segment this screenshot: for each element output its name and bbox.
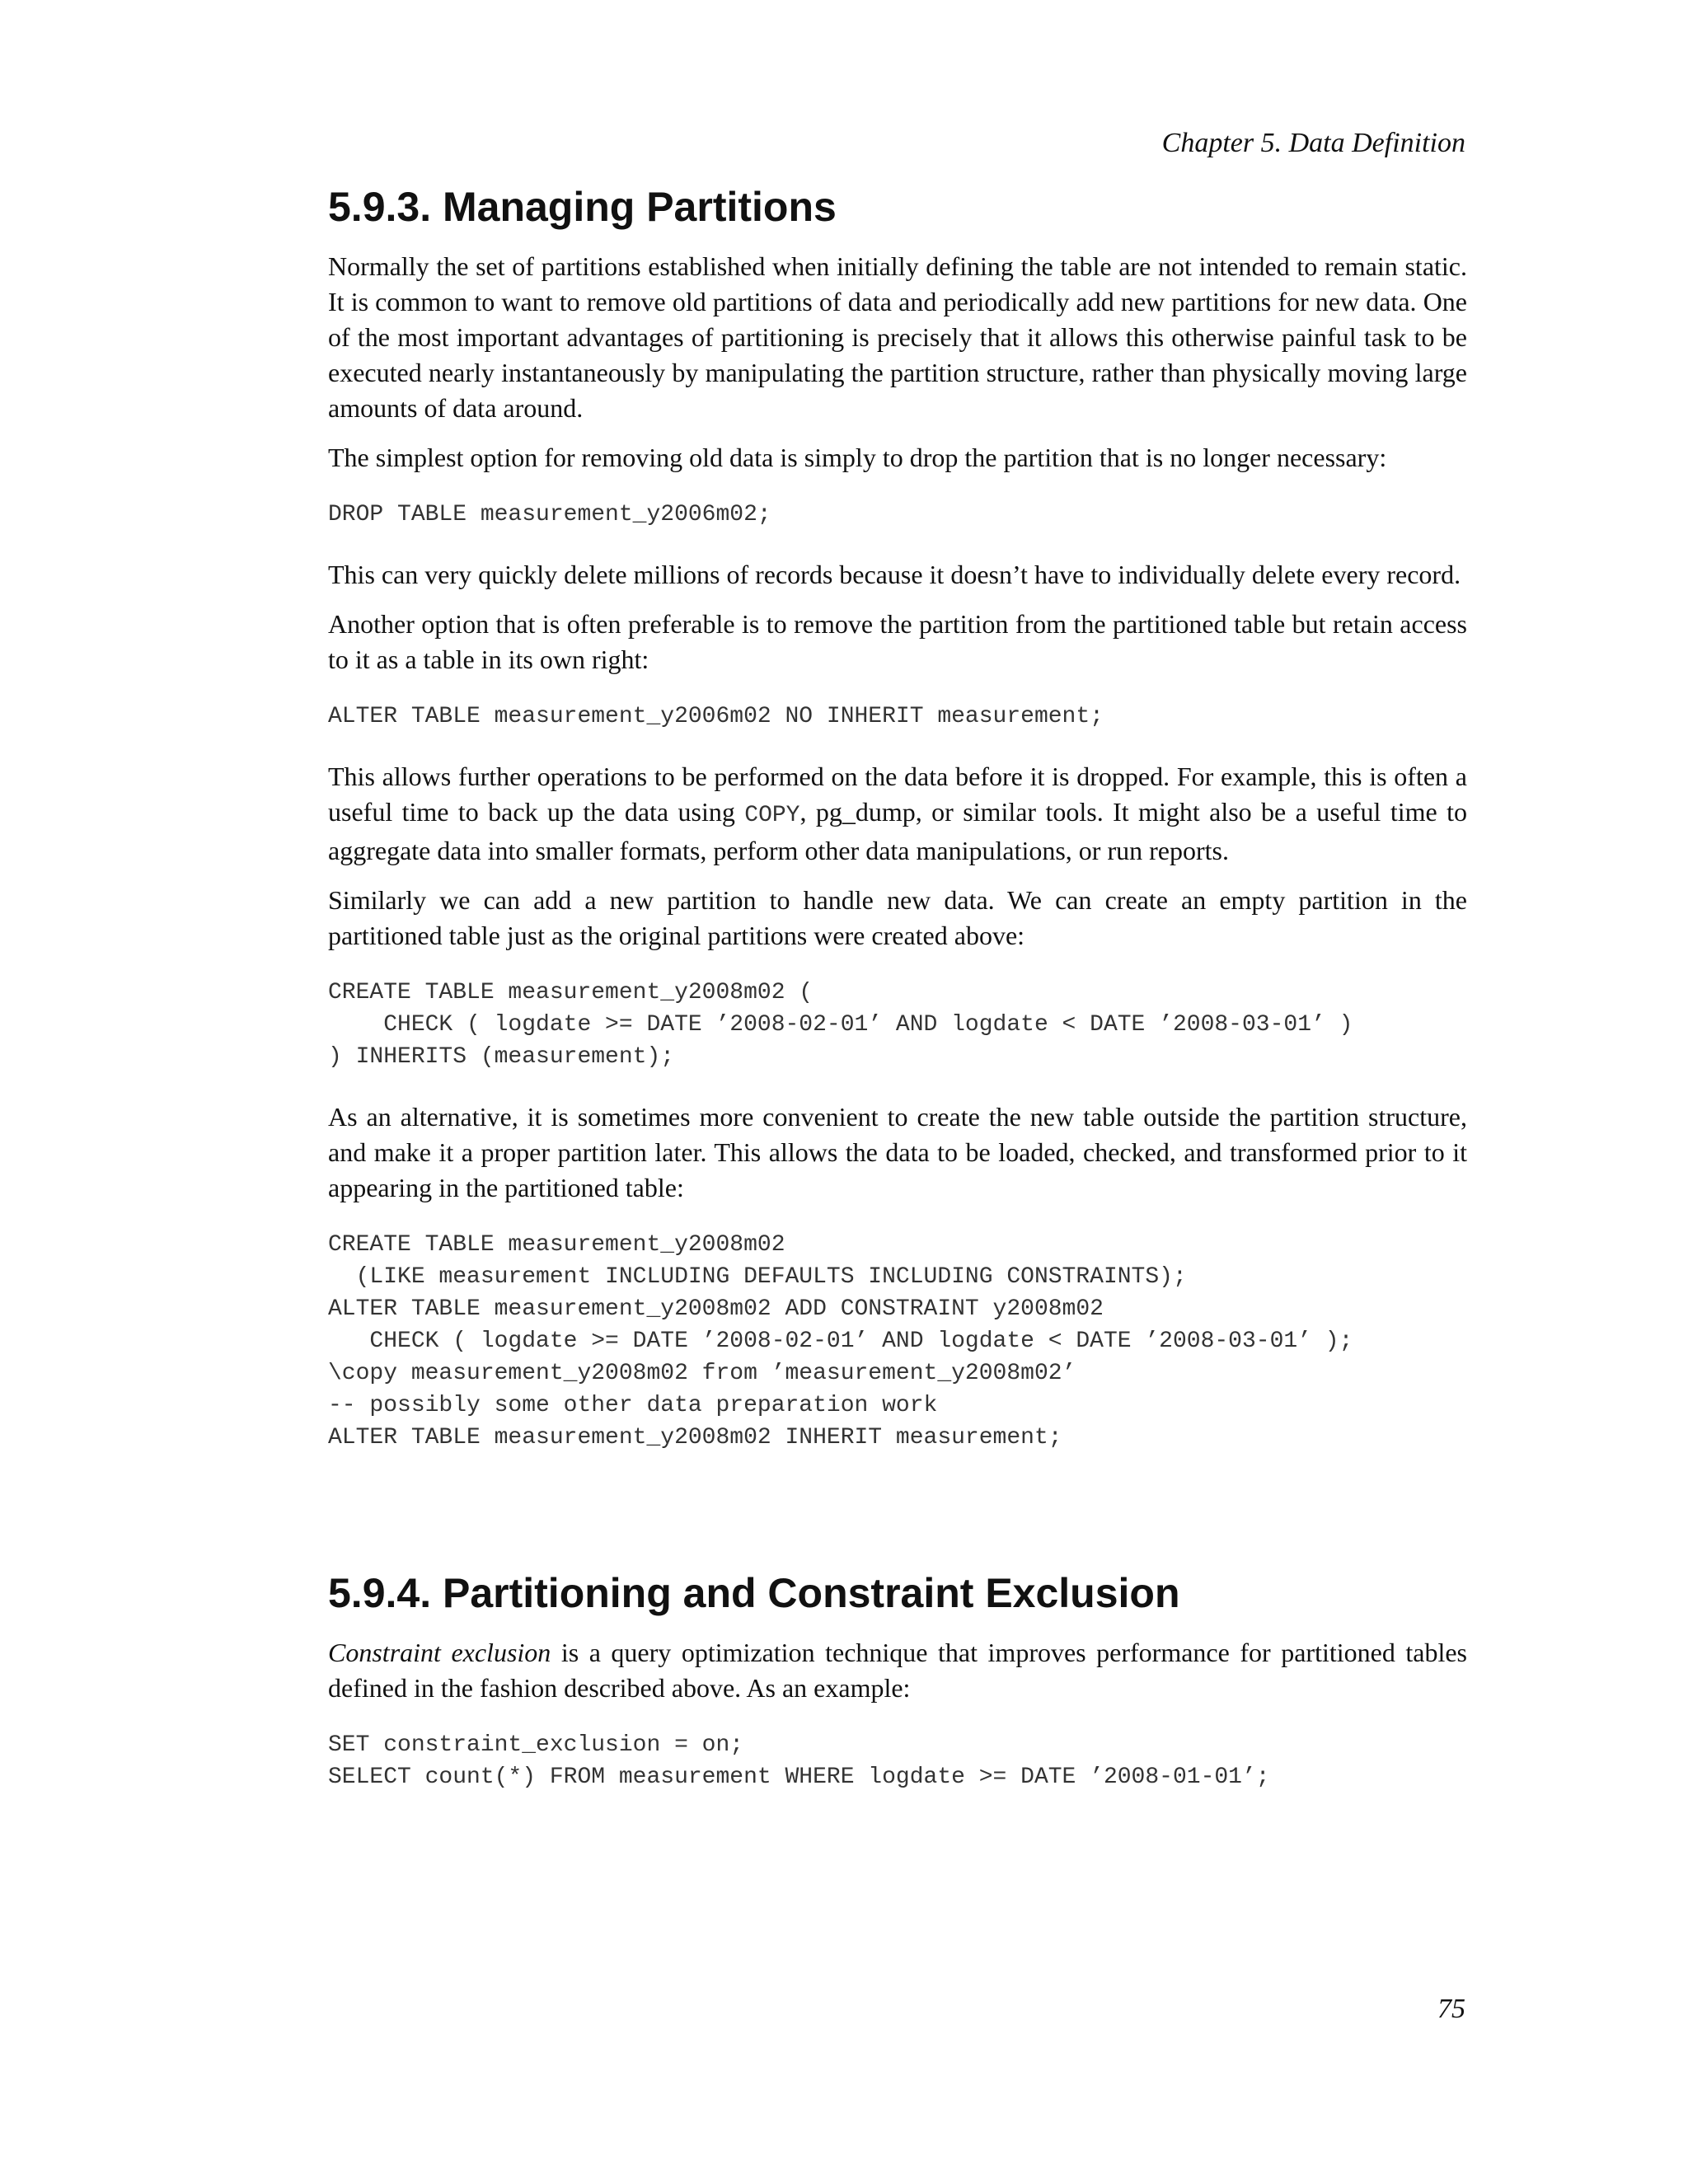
page-content xyxy=(328,183,1467,1820)
paragraph-further-operations-text-a: This allows further operations to be performed on the data before it is dropped. For example, this is often a useful time to back up the data using xyxy=(328,762,1467,827)
code-block-drop-table: DROP TABLE measurement_y2006m02; xyxy=(328,502,771,527)
section-heading-constraint-exclusion: 5.9.4. Partitioning and Constraint Exclusion xyxy=(328,1570,1180,1616)
paragraph-drop-option: The simplest option for removing old data is simply to drop the partition that is no longer necessary: xyxy=(328,443,1387,472)
term-constraint-exclusion: Constraint exclusion xyxy=(328,1638,551,1667)
code-block-no-inherit: ALTER TABLE measurement_y2006m02 NO INHERIT measurement; xyxy=(328,704,1104,729)
paragraph-add-partition: Similarly we can add a new partition to handle new data. We can create an empty partition in the partitioned table just as the original partitions were created above: xyxy=(328,885,1467,950)
paragraph-further-operations xyxy=(328,759,1467,869)
paragraph-partitions-intro: Normally the set of partitions established when initially defining the table are not intended to remain static. It is common to want to remove old partitions of data and periodically add new partitions for new data. One of the most important advantages of partitioning is precisely that it allows this otherwise painful task to be executed nearly instantaneously by manipulating the partition structure, rather than physically moving large amounts of data around. xyxy=(328,251,1467,423)
code-block-create-and-attach: CREATE TABLE measurement_y2008m02 (LIKE measurement INCLUDING DEFAULTS INCLUDING CONSTRAINTS); ALTER TABLE measurement_y2008m02 ADD CONSTRAINT y2008m02 CHECK ( logdate >= DATE ’2008-02-01’ AND logdate < DATE ’2008-03-01’ ); \copy measurement_y2008m02 from ’measurement_y2008m02’ -- possibly some other data preparation work ALTER TABLE measurement_y2008m02 INHERIT measurement; xyxy=(328,1232,1353,1451)
section-heading-managing-partitions: 5.9.3. Managing Partitions xyxy=(328,184,837,230)
paragraph-constraint-exclusion xyxy=(328,1635,1467,1706)
paragraph-no-inherit-option: Another option that is often preferable is to remove the partition from the partitioned table but retain access to it as a table in its own right: xyxy=(328,609,1467,674)
paragraph-constraint-exclusion-text: is a query optimization technique that improves performance for partitioned tables defined in the fashion described above. As an example: xyxy=(328,1638,1468,1703)
paragraph-further-operations-text-b: , pg_dump, or similar tools. It might also be a useful time to aggregate data into smaller formats, perform other data manipulations, or run reports. xyxy=(328,797,1468,865)
paragraph-alternative-approach: As an alternative, it is sometimes more convenient to create the new table outside the partition structure, and make it a proper partition later. This allows the data to be loaded, checked, and transformed prior to it appearing in the partitioned table: xyxy=(328,1102,1467,1202)
running-header: Chapter 5. Data Definition xyxy=(1161,128,1465,158)
code-block-constraint-exclusion: SET constraint_exclusion = on; SELECT count(*) FROM measurement WHERE logdate >= DATE ’2008-01-01’; xyxy=(328,1732,1270,1790)
code-block-create-partition: CREATE TABLE measurement_y2008m02 ( CHECK ( logdate >= DATE ’2008-02-01’ AND logdate < DATE ’2008-03-01’ ) ) INHERITS (measurement); xyxy=(328,980,1353,1070)
paragraph-delete-speed: This can very quickly delete millions of records because it doesn’t have to individually delete every record. xyxy=(328,560,1461,589)
inline-code-copy: COPY xyxy=(744,803,800,828)
page-number: 75 xyxy=(1437,1994,1465,2024)
